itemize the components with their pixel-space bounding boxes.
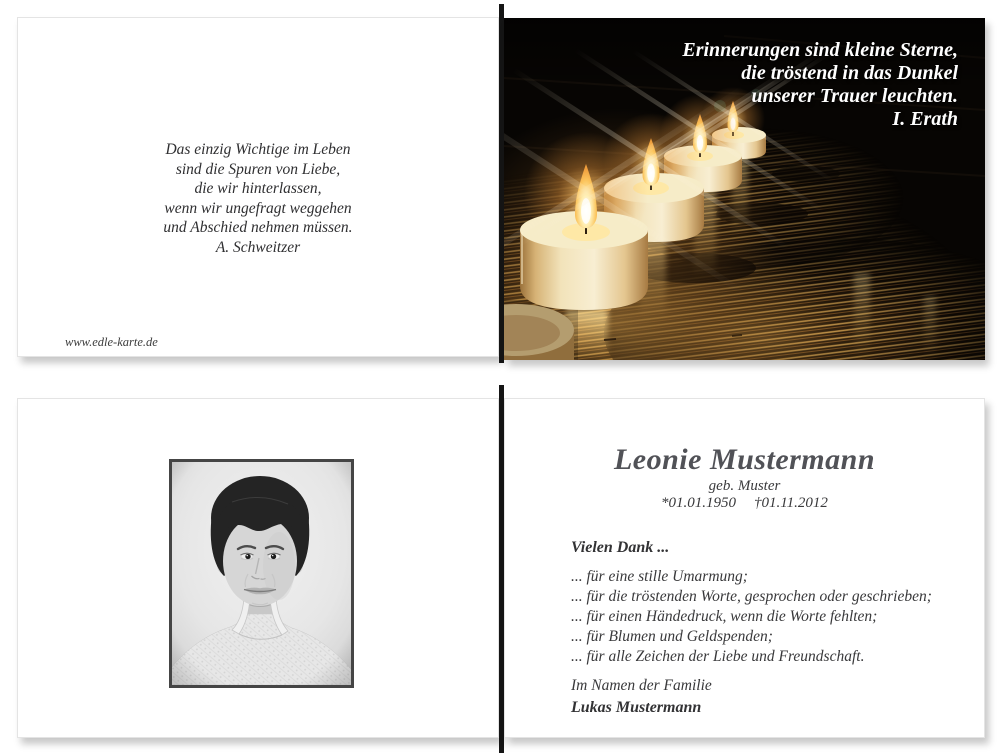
card-outside-back [17, 17, 499, 357]
card-inside-left [17, 398, 499, 738]
quote-line: Erinnerungen sind kleine Sterne, [682, 39, 958, 61]
closing-line: Im Namen der Familie [571, 677, 712, 694]
signature-name: Lukas Mustermann [571, 699, 702, 716]
quote-line: die wir hinterlassen, [194, 180, 322, 197]
death-date: †01.11.2012 [754, 495, 828, 511]
thanks-list [571, 567, 976, 667]
card-inside-right [504, 398, 985, 738]
thanks-line: ... für eine stille Umarmung; [571, 568, 748, 585]
quote-author: I. Erath [892, 108, 958, 130]
quote-line: und Abschied nehmen müssen. [163, 219, 353, 236]
thanks-line: ... für einen Händedruck, wenn die Worte fehlten; [571, 608, 878, 625]
deceased-name: Leonie Mustermann [613, 443, 876, 476]
birth-name: geb. Muster [708, 478, 781, 494]
quote-line: sind die Spuren von Liebe, [175, 160, 341, 178]
quote-line: unserer Trauer leuchten. [751, 85, 958, 107]
card-outside-front [504, 18, 985, 360]
birth-date: *01.01.1950 [661, 495, 737, 511]
salutation: Vielen Dank ... [571, 539, 670, 556]
quote-line: wenn wir ungefragt weggehen [164, 199, 352, 217]
quote-author: A. Schweitzer [215, 238, 301, 256]
life-dates [505, 495, 984, 512]
portrait-photo [169, 459, 354, 688]
back-quote [18, 140, 498, 257]
quote-line: Das einzig Wichtige im Leben [165, 141, 351, 158]
thanks-line: ... für alle Zeichen der Liebe und Freundschaft. [571, 648, 865, 665]
website-url: www.edle-karte.de [65, 335, 158, 349]
thanks-line: ... für die tröstenden Worte, gesprochen oder geschrieben; [571, 588, 932, 605]
photo-vignette [172, 462, 351, 685]
quote-line: die tröstend in das Dunkel [741, 62, 958, 84]
cover-quote [682, 39, 958, 131]
portrait-illustration [172, 462, 351, 685]
thanks-line: ... für Blumen und Geldspenden; [571, 628, 773, 645]
